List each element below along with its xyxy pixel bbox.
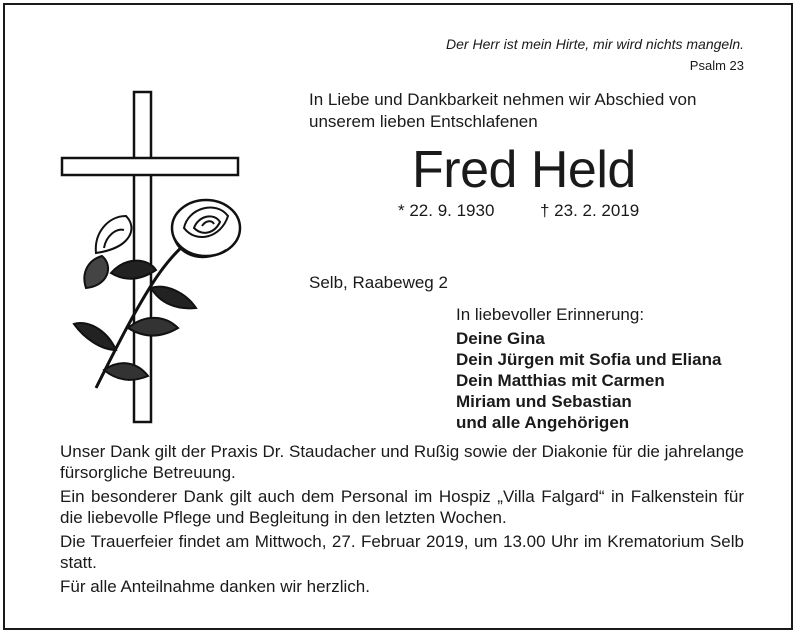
deceased-name: Fred Held xyxy=(412,141,636,199)
mourner: Miriam und Sebastian xyxy=(456,392,632,411)
death-date: † 23. 2. 2019 xyxy=(540,201,640,220)
bible-quote: Der Herr ist mein Hirte, mir wird nichts mangeln. xyxy=(446,36,744,52)
intro-text: In Liebe und Dankbarkeit nehmen wir Abschied von unserem lieben Entschlafenen xyxy=(309,90,697,131)
birth-date: * 22. 9. 1930 xyxy=(398,201,495,220)
cross-rose-illustration xyxy=(56,88,246,428)
mourners-list xyxy=(456,328,721,433)
rose-icon xyxy=(74,200,240,388)
final-thanks-paragraph: Für alle Anteilnahme danken wir herzlich. xyxy=(60,577,370,596)
thanks-paragraph: Unser Dank gilt der Praxis Dr. Staudacher und Rußig sowie der Diakonie für die jahrelange fürsorgliche Betreuung. xyxy=(60,442,744,482)
memory-heading: In liebevoller Erinnerung: xyxy=(456,305,645,324)
mourner: Deine Gina xyxy=(456,329,545,348)
mourner: und alle Angehörigen xyxy=(456,413,630,432)
thanks-hospice-paragraph: Ein besonderer Dank gilt auch dem Personal im Hospiz „Villa Falgard“ in Falkenstein für die liebevolle Pflege und Begleitung in den letzten Wochen. xyxy=(60,487,744,527)
address: Selb, Raabeweg 2 xyxy=(309,273,448,292)
mourner: Dein Matthias mit Carmen xyxy=(456,371,665,390)
closing-text xyxy=(60,441,744,600)
mourner: Dein Jürgen mit Sofia und Eliana xyxy=(456,350,722,369)
bible-quote-source: Psalm 23 xyxy=(689,58,744,73)
funeral-info-paragraph: Die Trauerfeier findet am Mittwoch, 27. Februar 2019, um 13.00 Uhr im Krematorium Selb statt. xyxy=(60,532,744,572)
